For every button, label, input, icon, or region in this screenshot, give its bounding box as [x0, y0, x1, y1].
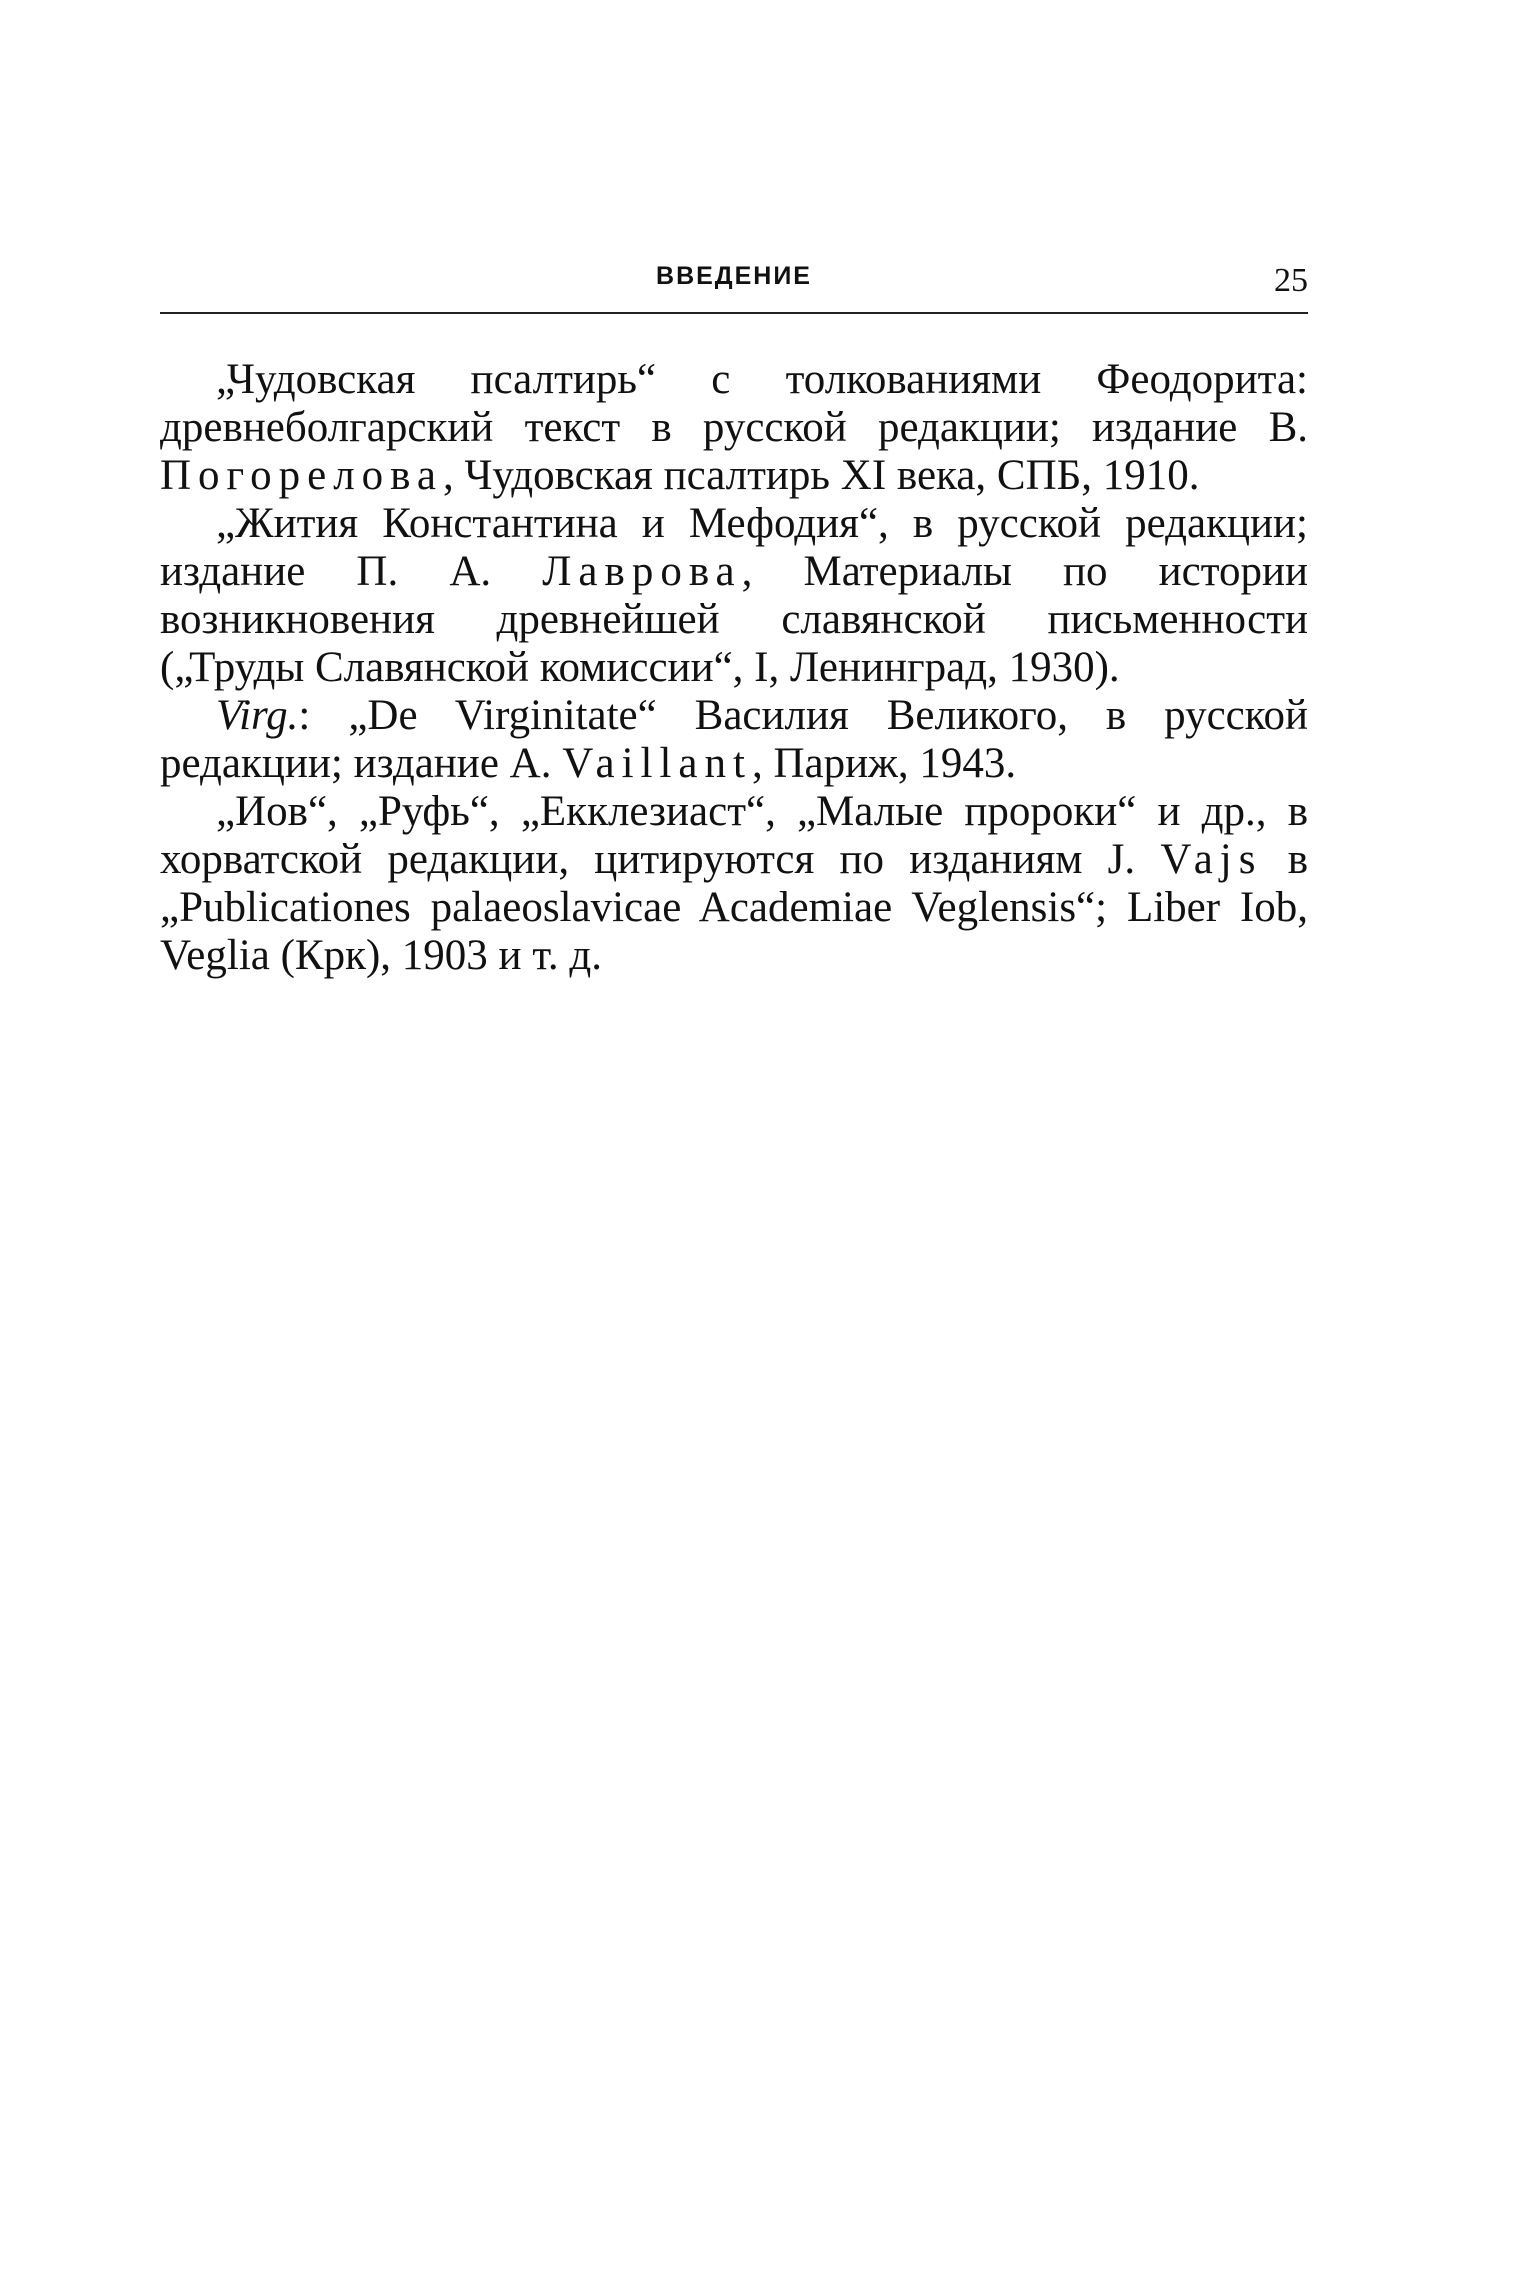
- entry-text: , Материалы по истории возникновения древнейшей славянской письменности („Труды Славянской комиссии“, I, Ленинград, 1930).: [160, 548, 1309, 691]
- entry-text: , Париж, 1943.: [751, 740, 1017, 787]
- page-number: 25: [1274, 262, 1308, 299]
- entry-virginitate: [160, 692, 1308, 788]
- running-title: ВВЕДЕНИЕ: [656, 262, 812, 290]
- entry-text: , Чудовская псалтирь XI века, СПБ, 1910.: [442, 452, 1200, 499]
- header-rule: [160, 312, 1308, 314]
- entry-chudov-psalter: [160, 356, 1308, 500]
- sources-list: [160, 356, 1308, 980]
- running-head: [160, 258, 1308, 306]
- entry-text: „Жития Константина и Мефодия“, в русской редакции; издание П. А.: [160, 500, 1308, 595]
- entry-lives-constantine-methodius: [160, 500, 1308, 692]
- entry-text: : „De Virginitate“ Василия Великого, в русской редакции; издание A.: [160, 692, 1308, 787]
- entry-croatian-redaction: [160, 788, 1308, 980]
- editor-name: Vajs: [1160, 836, 1263, 883]
- entry-text: „Иов“, „Руфь“, „Екклезиаст“, „Малые пророки“ и др., в хорватской редакции, цитируются по изданиям J.: [160, 788, 1308, 883]
- editor-name: Погорелова: [160, 452, 443, 499]
- editor-name: Vaillant: [562, 740, 752, 787]
- entry-text: в „Publicationes palaeoslavicae Academiae Veglensis“; Liber Iob, Veglia (Крк), 1903 и т. д.: [160, 836, 1308, 979]
- entry-text: „Чудовская псалтирь“ с толкованиями Феодорита: древнеболгарский текст в русской редакции; издание В.: [160, 356, 1308, 451]
- source-abbreviation: Virg.: [216, 692, 299, 739]
- editor-name: Лаврова: [542, 548, 742, 595]
